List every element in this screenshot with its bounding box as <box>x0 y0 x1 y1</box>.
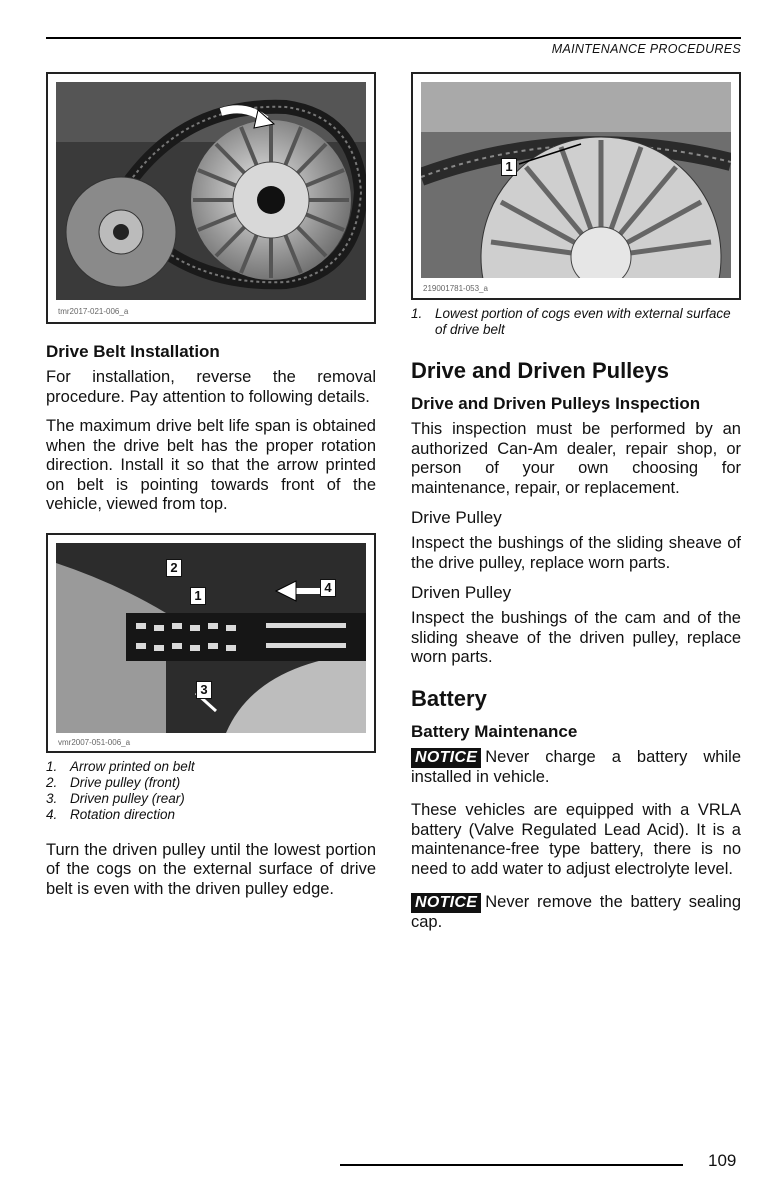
driven-pulley-paragraph: Turn the driven pulley until the lowest portion of the cogs on the external surface of drive belt is even with the driven pulley edge. <box>46 840 376 898</box>
notice-charge: NOTICE Never charge a battery while installed in vehicle. <box>411 747 741 786</box>
caption-item: 1. Arrow printed on belt <box>46 758 195 774</box>
cogs-photo <box>421 82 731 278</box>
caption-item: 3. Driven pulley (rear) <box>46 790 185 806</box>
callout-4: 4 <box>320 579 336 597</box>
figure-drive-belt-pulley <box>46 72 376 324</box>
battery-maintenance-title: Battery Maintenance <box>411 721 578 741</box>
figure-code: vmr2007-051-006_a <box>58 737 131 747</box>
pulleys-section-title: Drive and Driven Pulleys <box>411 358 669 383</box>
figure-caption-list <box>411 306 741 338</box>
installation-paragraph-1: For installation, reverse the removal procedure. Pay attention to following details. <box>46 368 376 406</box>
notice-sealing-cap: NOTICE Never remove the battery sealing cap. <box>411 893 741 931</box>
pulleys-inspection-text: This inspection must be performed by an authorized Can-Am dealer, repair shop, or person of your own choosing for maintenance, repair, or replacement. <box>411 420 741 497</box>
callout-1: 1 <box>190 587 206 605</box>
driven-pulley-text: Inspect the bushings of the cam and of the sliding sheave of the driven pulley, replace worn parts. <box>411 609 741 666</box>
header-rule <box>46 37 741 39</box>
installation-paragraph-2: The maximum drive belt life span is obtained when the drive belt has the proper rotation direction. Install it so that the arrow printed on belt is pointing towards front of the vehicle, viewed from top. <box>46 417 376 513</box>
drive-pulley-photo <box>56 82 366 300</box>
callout-2: 2 <box>166 559 182 577</box>
footer-rule <box>340 1164 683 1166</box>
notice-badge: NOTICE <box>411 893 481 913</box>
drive-belt-installation-title: Drive Belt Installation <box>46 342 220 361</box>
figure-belt-rotation <box>46 533 376 753</box>
belt-rotation-photo <box>56 543 366 733</box>
figure-cogs-even <box>411 72 741 300</box>
left-column <box>46 72 376 909</box>
right-column <box>411 72 741 943</box>
notice-badge: NOTICE <box>411 748 481 768</box>
caption-item: 2. Drive pulley (front) <box>46 774 181 790</box>
caption-item: 1. Lowest portion of cogs even with external surface of drive belt <box>411 306 731 337</box>
battery-section-title: Battery <box>411 685 487 711</box>
pulleys-inspection-title: Drive and Driven Pulleys Inspection <box>411 394 701 413</box>
page-number: 109 <box>708 1151 737 1170</box>
figure-caption-list <box>46 759 376 823</box>
section-header: MAINTENANCE PROCEDURES <box>551 42 741 56</box>
callout-1: 1 <box>501 158 517 176</box>
figure-code: 219001781-053_a <box>423 284 488 293</box>
drive-pulley-title: Drive Pulley <box>411 508 502 527</box>
caption-item: 4. Rotation direction <box>46 806 176 822</box>
driven-pulley-title: Driven Pulley <box>411 583 512 602</box>
figure-code: tmr2017-021-006_a <box>58 307 129 316</box>
drive-pulley-text: Inspect the bushings of the sliding sheave of the drive pulley, replace worn parts. <box>411 534 741 572</box>
callout-3: 3 <box>196 681 212 699</box>
battery-vrla-text: These vehicles are equipped with a VRLA battery (Valve Regulated Lead Acid). It is a maintenance-free type battery, there is no need to add water to adjust electrolyte level. <box>411 801 741 878</box>
